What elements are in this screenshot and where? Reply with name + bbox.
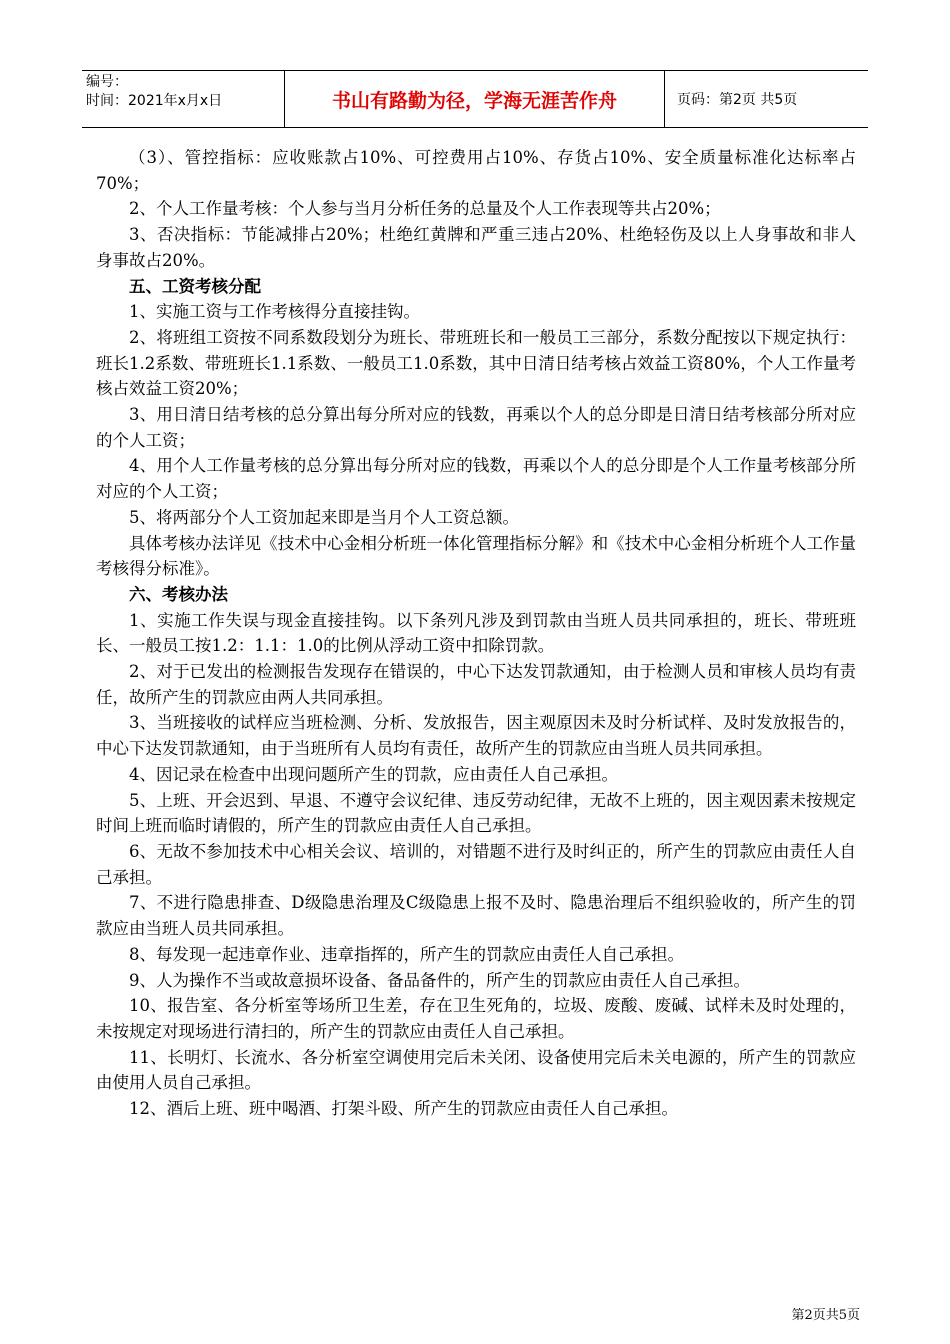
body-paragraph: （3）、管控指标：应收账款占10%、可控费用占10%、存货占10%、安全质量标准化达标率占70%； — [96, 148, 856, 193]
body-paragraph: 8、每发现一起违章作业、违章指挥的，所产生的罚款应由责任人自己承担。 — [129, 944, 684, 964]
body-paragraph: 3、当班接收的试样应当班检测、分析、发放报告，因主观原因未及时分析试样、及时发放报告的，中心下达发罚款通知，由于当班所有人员均有责任，故所产生的罚款应由当班人员共同承担。 — [96, 713, 856, 759]
body-paragraph: 12、酒后上班、班中喝酒、打架斗殴、所产生的罚款应由责任人自己承担。 — [129, 1099, 678, 1119]
body-paragraph: 1、实施工作失误与现金直接挂钩。以下条列凡涉及到罚款由当班人员共同承担的，班长、带班班长、一般员工按1.2：1.1：1.0的比例从浮动工资中扣除罚款。 — [96, 610, 856, 656]
body-paragraph: 6、无故不参加技术中心相关会议、培训的，对错题不进行及时纠正的，所产生的罚款应由责任人自己承担。 — [96, 841, 856, 887]
header-page-number: 页码：第2页 共5页 — [677, 92, 798, 108]
body-paragraph: 2、个人工作量考核：个人参与当月分析任务的总量及个人工作表现等共占20%； — [129, 199, 721, 219]
section-heading: 六、考核办法 — [129, 584, 228, 604]
body-paragraph: 3、否决指标：节能减排占20%；杜绝红黄牌和严重三违占20%、杜绝轻伤及以上人身事故和非人身事故占20%。 — [96, 225, 856, 270]
body-paragraph: 4、用个人工作量考核的总分算出每分所对应的钱数，再乘以个人的总分即是个人工作量考核部分所对应的个人工资； — [96, 456, 856, 502]
body-paragraph: 5、上班、开会迟到、早退、不遵守会议纪律、违反劳动纪律，无故不上班的，因主观因素未按规定时间上班而临时请假的，所产生的罚款应由责任人自己承担。 — [96, 790, 856, 836]
section-heading: 五、工资考核分配 — [129, 276, 261, 296]
page-header — [82, 70, 868, 128]
body-paragraph: 3、用日清日结考核的总分算出每分所对应的钱数，再乘以个人的总分即是日清日结考核部分所对应的个人工资； — [96, 405, 856, 450]
body-paragraph: 具体考核办法详见《技术中心金相分析班一体化管理指标分解》和《技术中心金相分析班个人工作量考核得分标准》。 — [96, 533, 856, 579]
header-motto: 书山有路勤为径，学海无涯苦作舟 — [285, 71, 665, 127]
document-time-label: 时间：2021年x月x日 — [86, 93, 223, 109]
body-paragraph: 2、对于已发出的检测报告发现存在错误的，中心下达发罚款通知，由于检测人员和审核人员均有责任，故所产生的罚款应由两人共同承担。 — [96, 662, 856, 707]
body-paragraph: 2、将班组工资按不同系数段划分为班长、带班班长和一般员工三部分，系数分配按以下规定执行：班长1.2系数、带班班长1.1系数、一般员工1.0系数，其中日清日结考核占效益工资80%，个人工作量考核占效益工资20%； — [96, 327, 856, 399]
body-paragraph: 11、长明灯、长流水、各分析室空调使用完后未关闭、设备使用完后未关电源的，所产生的罚款应由使用人员自己承担。 — [96, 1047, 856, 1093]
footer-page-number: 第2页共5页 — [791, 1308, 860, 1323]
body-paragraph: 7、不进行隐患排查、D级隐患治理及C级隐患上报不及时、隐患治理后不组织验收的，所产生的罚款应由当班人员共同承担。 — [96, 893, 856, 939]
body-paragraph: 4、因记录在检查中出现问题所产生的罚款，应由责任人自己承担。 — [129, 764, 618, 784]
body-paragraph: 1、实施工资与工作考核得分直接挂钩。 — [129, 302, 420, 322]
document-body — [96, 145, 856, 1122]
body-paragraph: 5、将两部分个人工资加起来即是当月个人工资总额。 — [129, 507, 519, 527]
body-paragraph: 9、人为操作不当或故意损坏设备、备品备件的，所产生的罚款应由责任人自己承担。 — [129, 970, 750, 990]
document-code-label: 编号： — [86, 74, 128, 90]
header-meta — [82, 71, 285, 127]
body-paragraph: 10、报告室、各分析室等场所卫生差，存在卫生死角的，垃圾、废酸、废碱、试样未及时处理的，未按规定对现场进行清扫的，所产生的罚款应由责任人自己承担。 — [96, 996, 856, 1041]
